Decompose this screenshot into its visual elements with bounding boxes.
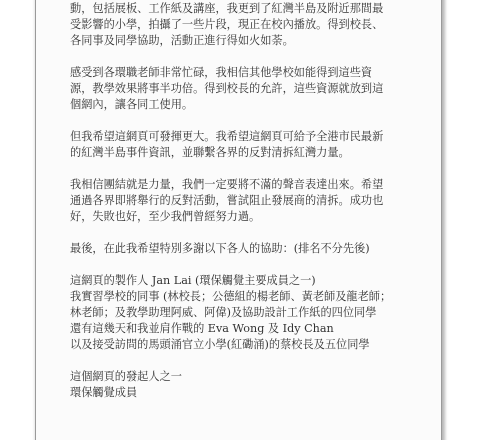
- paragraph-acknowledgements: [70, 273, 420, 353]
- text-line: 個網內，讓各同工使用。: [70, 98, 194, 111]
- text-line: 各同事及同學協助，活動正進行得如火如荼。: [70, 34, 294, 47]
- text-line: 源，教學效果將事半功倍。得到校長的允許，這些資源就放到這: [70, 82, 384, 95]
- text-line: 還有這幾天和我並肩作戰的 Eva Wong 及 Idy Chan: [70, 322, 334, 335]
- text-line: 動，包括展板、工作紙及講座，我更到了紅灣半島及附近那間最: [70, 2, 384, 15]
- text-line: 通過各界即將舉行的反對活動，嘗試阻止發展商的清拆。成功也: [70, 194, 384, 207]
- text-line: 這個網頁的發起人之一: [70, 370, 182, 383]
- text-line: 的紅灣半島事件資訊，並聯繫各界的反對清拆紅灣力量。: [70, 146, 350, 159]
- paragraph-hope: [70, 129, 420, 161]
- text-line: 但我希望這網頁可發揮更大。我希望這網頁可給予全港市民最新: [70, 130, 384, 143]
- text-line: 以及接受訪問的馬頭涌官立小學(紅磡涌)的蔡校長及五位同學: [70, 338, 370, 351]
- text-line: 好，失敗也好，至少我們曾經努力過。: [70, 210, 261, 223]
- text-line: 感受到各環職老師非常忙碌，我相信其他學校如能得到這些資: [70, 66, 373, 79]
- text-line: 我實習學校的同事 (林校長；公德組的楊老師、黃老師及龍老師；: [70, 290, 392, 303]
- paragraph-resources: [70, 65, 420, 113]
- letter-body: [70, 0, 420, 417]
- paragraph-thanks-intro: [70, 241, 420, 257]
- paragraph-activities: [70, 1, 420, 49]
- text-line: 這網頁的製作人 Jan Lai (環保觸覺主要成員之一): [70, 274, 316, 287]
- text-line: 林老師；及教學助理阿威、阿偉)及協助設計工作紙的四位同學: [70, 306, 377, 319]
- text-line: 最後，在此我希望特別多謝以下各人的協助：(排名不分先後): [70, 242, 370, 255]
- paragraph-unity: [70, 177, 420, 225]
- paragraph-signature: [70, 369, 420, 401]
- text-line: 環保觸覺成員: [70, 386, 138, 399]
- text-line: 我相信團結就是力量，我們一定要將不滿的聲音表達出來。希望: [70, 178, 384, 191]
- text-line: 受影響的小學，拍攝了一些片段，現正在校內播放。得到校長、: [70, 18, 384, 31]
